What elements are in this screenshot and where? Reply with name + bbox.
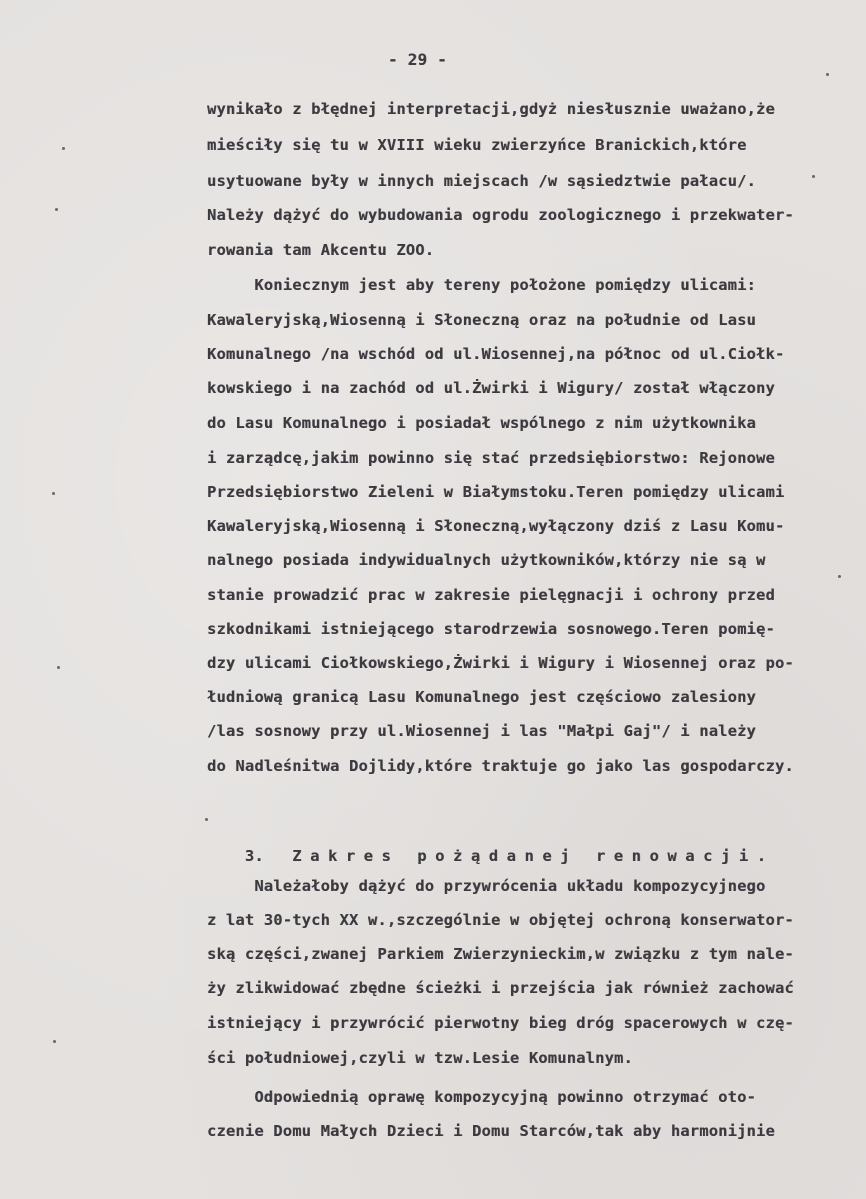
text-line: Koniecznym jest aby tereny położone pomiędzy ulicami: (207, 276, 757, 294)
text-line: /las sosnowy przy ul.Wiosennej i las "Małpi Gaj"/ i należy (207, 722, 757, 740)
text-line: usytuowane były w innych miejscach /w sąsiedztwie pałacu/. (207, 172, 757, 190)
text-line: nalnego posiada indywidualnych użytkowników,którzy nie są w (207, 551, 766, 569)
text-line: szkodnikami istniejącego starodrzewia sosnowego.Teren pomię- (207, 620, 775, 638)
text-line: z lat 30-tych XX w.,szczególnie w objętej ochroną konserwator- (207, 911, 794, 929)
text-line: rowania tam Akcentu ZOO. (207, 241, 435, 259)
text-line: Komunalnego /na wschód od ul.Wiosennej,na północ od ul.Ciołk- (207, 345, 785, 363)
paper-speck (57, 666, 60, 669)
text-line: stanie prowadzić prac w zakresie pielęgnacji i ochrony przed (207, 586, 775, 604)
text-line: Należy dążyć do wybudowania ogrodu zoologicznego i przekwater- (207, 206, 794, 224)
text-line: Odpowiednią oprawę kompozycyjną powinno otrzymać oto- (207, 1088, 757, 1106)
section-title: Zakres pożądanej renowacji. (292, 847, 775, 865)
text-line: Należałoby dążyć do przywrócenia układu kompozycyjnego (207, 877, 766, 895)
text-line: ską części,zwanej Parkiem Zwierzynieckim,w związku z tym nale- (207, 945, 794, 963)
paper-speck (53, 1040, 56, 1043)
page-number: - 29 - (388, 50, 447, 69)
paper-speck (62, 147, 65, 150)
text-line: do Lasu Komunalnego i posiadał wspólnego z nim użytkownika (207, 414, 757, 432)
text-line: istniejący i przywrócić pierwotny bieg dróg spacerowych w czę- (207, 1014, 794, 1032)
paper-speck (205, 818, 208, 821)
section-number: 3. (244, 847, 264, 865)
paper-speck (55, 208, 58, 211)
text-line: Kawaleryjską,Wiosenną i Słoneczną,wyłączony dziś z Lasu Komu- (207, 517, 785, 535)
text-line: kowskiego i na zachód od ul.Żwirki i Wigury/ został włączony (207, 379, 775, 397)
text-line: i zarządcę,jakim powinno się stać przedsiębiorstwo: Rejonowe (207, 449, 775, 467)
section-heading (207, 829, 775, 883)
text-line: Kawaleryjską,Wiosenną i Słoneczną oraz na południe od Lasu (207, 311, 757, 329)
text-line: czenie Domu Małych Dzieci i Domu Starców,tak aby harmonijnie (207, 1122, 775, 1140)
text-line: łudniową granicą Lasu Komunalnego jest częściowo zalesiony (207, 688, 757, 706)
text-line: ży zlikwidować zbędne ścieżki i przejścia jak również zachować (207, 979, 794, 997)
text-line: Przedsiębiorstwo Zieleni w Białymstoku.Teren pomiędzy ulicami (207, 483, 785, 501)
paper-speck (838, 575, 841, 578)
text-line: dzy ulicami Ciołkowskiego,Żwirki i Wigury i Wiosennej oraz po- (207, 654, 794, 672)
paper-speck (812, 175, 815, 178)
paper-speck (52, 492, 55, 495)
text-line: mieściły się tu w XVIII wieku zwierzyńce Branickich,które (207, 136, 747, 154)
text-line: wynikało z błędnej interpretacji,gdyż niesłusznie uważano,że (207, 100, 775, 118)
text-line: ści południowej,czyli w tzw.Lesie Komunalnym. (207, 1049, 633, 1067)
text-line: do Nadleśnitwa Dojlidy,które traktuje go jako las gospodarczy. (207, 757, 794, 775)
paper-speck (826, 73, 829, 76)
